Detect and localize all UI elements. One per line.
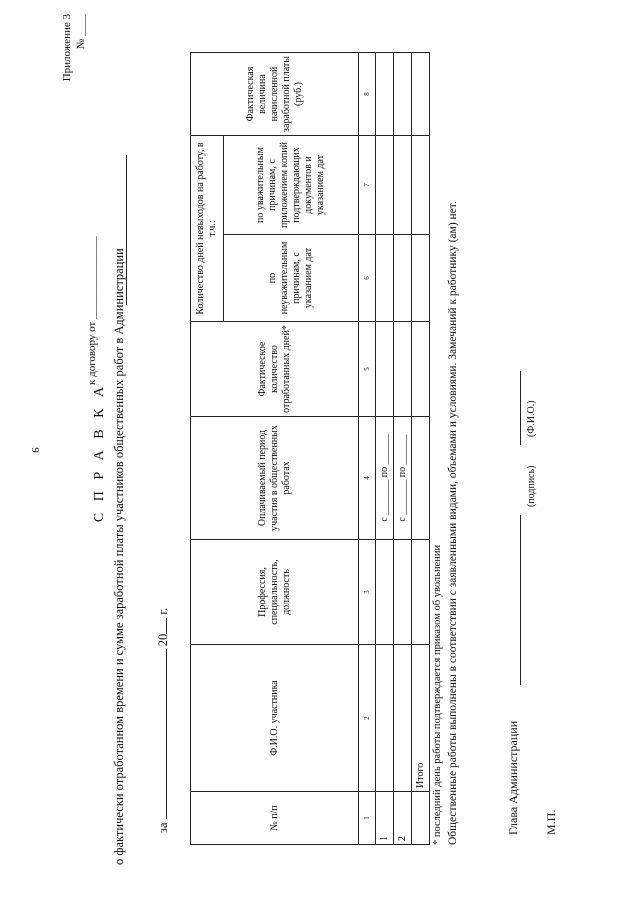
- annex-number: № ____: [75, 14, 87, 50]
- period-prefix: за: [156, 822, 170, 833]
- header-absent-bad: по неуважительным причинам, с указанием дат: [224, 235, 359, 322]
- col-number: 5: [359, 322, 376, 417]
- col-number: 4: [359, 417, 376, 540]
- administration-name-line: [126, 155, 127, 305]
- header-profession: Профессия, специальность, должность: [191, 540, 359, 645]
- year-prefix: 20: [156, 633, 170, 647]
- document-title: С П Р А В К А: [92, 382, 107, 523]
- row-number: 2: [394, 792, 412, 845]
- col-number: 1: [359, 792, 376, 845]
- row-period: с _______ по ______: [394, 417, 412, 540]
- total-label: Итого: [412, 645, 430, 792]
- col-number: 7: [359, 136, 376, 235]
- annex-label: Приложение 3: [61, 14, 73, 82]
- header-no: № п/п: [191, 792, 359, 845]
- header-absences: Количество дней невыходов на работу, в т.ч.:: [191, 136, 224, 322]
- report-table: [190, 52, 430, 845]
- row-number: 1: [376, 792, 394, 845]
- footnote: * последний день работы подтверждается приказом об увольнении: [432, 544, 443, 845]
- fio-line: [520, 371, 521, 445]
- header-period: Оплачиваемый период участия в общественных работах: [191, 417, 359, 540]
- header-salary: Фактическая величина начисленной заработной платы (руб.): [191, 53, 359, 136]
- header-absent-good: по уважительным причинам, с приложением копий подтверждающих документов и указанием дат: [224, 136, 359, 235]
- signature-line: [520, 515, 521, 685]
- col-number: 6: [359, 235, 376, 322]
- period-line: [156, 608, 171, 833]
- document-subtitle: о фактически отработанном времени и сумме заработной платы участников общественных работ в Администрации: [112, 248, 126, 865]
- head-of-administration-label: Глава Администрации: [506, 720, 520, 835]
- row-period: с _______ по ______: [376, 417, 394, 540]
- page-number: 9: [28, 447, 41, 453]
- col-number: 3: [359, 540, 376, 645]
- signature-label: (подпись): [526, 465, 537, 507]
- year-blank: [166, 618, 167, 634]
- fio-label: (Ф.И.О.): [526, 400, 537, 437]
- period-blank: [166, 649, 167, 819]
- header-fio: Ф.И.О. участника: [191, 645, 359, 792]
- col-number: 2: [359, 645, 376, 792]
- year-suffix: г.: [156, 607, 170, 615]
- annex-header: [60, 14, 88, 81]
- col-number: 8: [359, 53, 376, 136]
- table-row: [394, 53, 412, 845]
- completion-statement: Общественные работы выполнены в соответствии с заявленными видами, объемами и условиями. Замечаний к работнику (ам) нет.: [447, 201, 459, 845]
- table-row: [376, 53, 394, 845]
- header-days: Фактическое количество отработанных дней*: [191, 322, 359, 417]
- column-number-row: [359, 53, 376, 845]
- stamp-place: М.П.: [544, 809, 558, 835]
- contract-reference: к договору от _______________: [86, 236, 98, 385]
- total-row: [412, 53, 430, 845]
